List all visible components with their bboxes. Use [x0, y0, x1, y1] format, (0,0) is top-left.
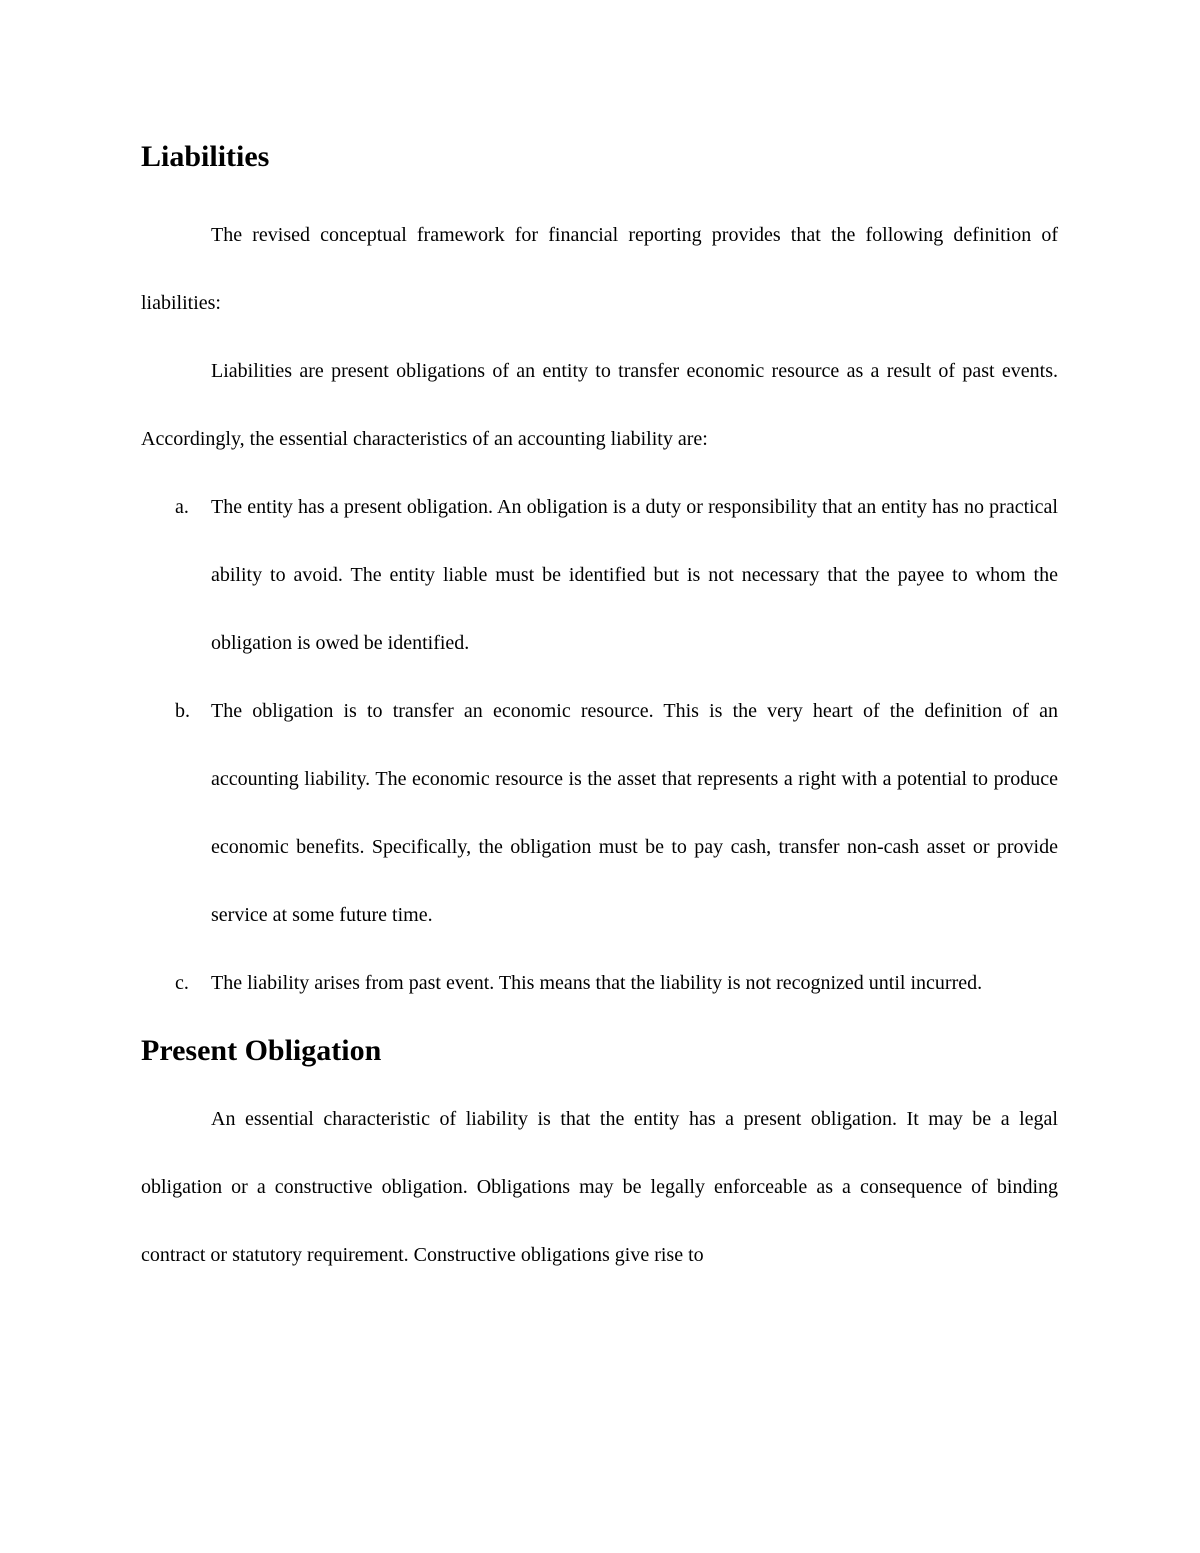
characteristics-list [141, 473, 1058, 1017]
section-heading-present-obligation: Present Obligation [141, 1034, 382, 1067]
list-item-text: The liability arises from past event. This means that the liability is not recognized until incurred. [211, 972, 983, 994]
list-item [141, 473, 1058, 677]
list-item [141, 949, 1058, 1017]
paragraph: The revised conceptual framework for financial reporting provides that the following definition of liabilities: [141, 224, 1058, 314]
list-marker: c. [175, 972, 189, 994]
list-item-text: The entity has a present obligation. An obligation is a duty or responsibility that an entity has no practical ability to avoid. The entity liable must be identified but is not necessary that the payee to whom the obligation is owed be identified. [211, 496, 1058, 654]
section-heading-liabilities: Liabilities [141, 140, 270, 173]
list-marker: b. [175, 700, 190, 722]
list-marker: a. [175, 496, 189, 518]
list-item-text: The obligation is to transfer an economic resource. This is the very heart of the definition of an accounting liability. The economic resource is the asset that represents a right with a potential to produce economic benefits. Specifically, the obligation must be to pay cash, transfer non-cash asset or provide service at some future time. [211, 700, 1058, 926]
document-body [141, 131, 1058, 1289]
paragraph: Liabilities are present obligations of an entity to transfer economic resource as a result of past events. Accordingly, the essential characteristics of an accounting liability are: [141, 360, 1058, 450]
list-item [141, 677, 1058, 949]
paragraph: An essential characteristic of liability is that the entity has a present obligation. It may be a legal obligation or a constructive obligation. Obligations may be legally enforceable as a consequence of binding contract or statutory requirement. Constructive obligations give rise to [141, 1108, 1058, 1266]
